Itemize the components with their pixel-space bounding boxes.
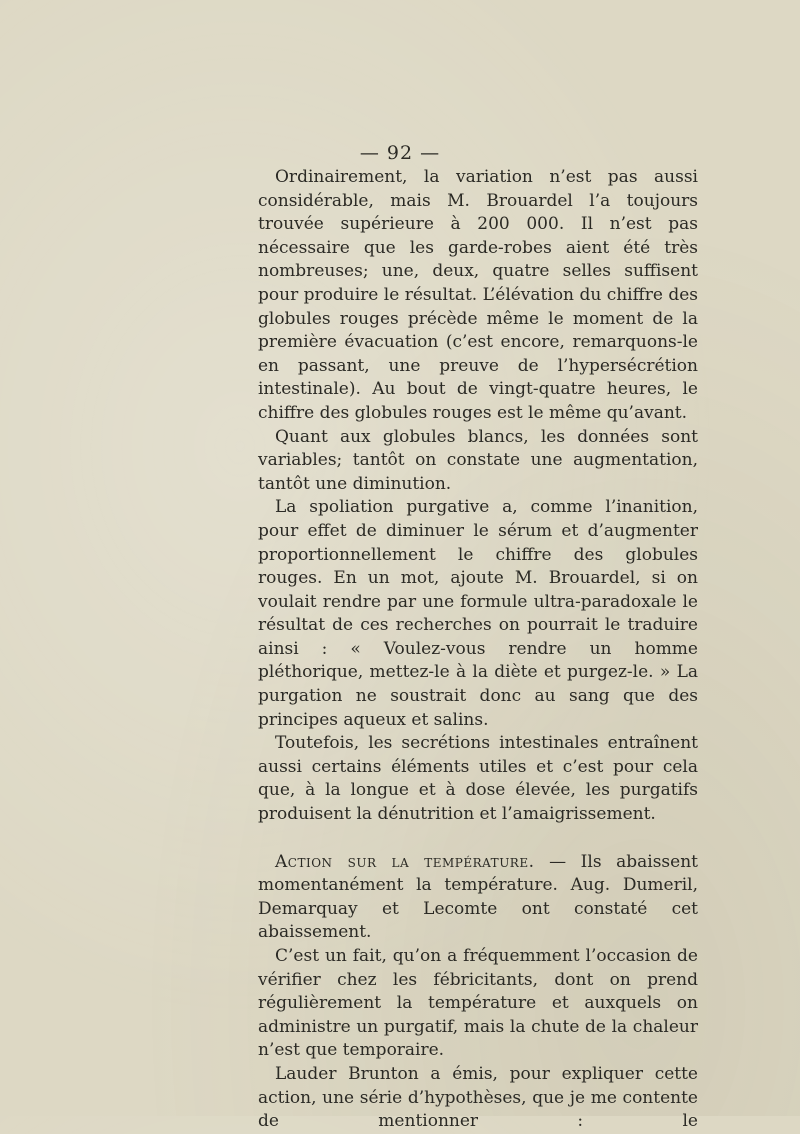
paragraph-globules-blancs: Quant aux globules blancs, les données sont variables; tantôt on constate une augmentation, tantôt une diminution. [258, 426, 698, 494]
section-intro-text: Ils abaissent momentanément la température. Aug. Dumeril, Demarquay et Lecomte ont constaté cet abaissement. [258, 851, 698, 943]
section-heading: Action sur la température. [275, 851, 535, 872]
paragraph-febricitants: C’est un fait, qu’on a fréquemment l’occasion de vérifier chez les fébricitants, dont on prend régulièrement la température et auxquels on administre un purgatif, mais la chute de la chaleur n’est que temporaire. [258, 946, 698, 1061]
paragraph-lauder-brunton: Lauder Brunton a émis, pour expliquer cette action, une série d’hypothèses, que je me contente de mentionner : le [258, 1063, 698, 1132]
section-spacer [258, 827, 698, 851]
body-text [258, 166, 698, 1134]
paragraph-spoliation-purgative: La spoliation purgative a, comme l’inanition, pour effet de diminuer le sérum et d’augmenter proportionnellement le chiffre des globules rouges. En un mot, ajoute M. Brouardel, si on voulait rendre par une formule ultra-paradoxale le résultat de ces recherches on pourrait le traduire ainsi : « Voulez-vous rendre un homme pléthorique, mettez-le à la diète et purgez-le. » La purgation ne soustrait donc au sang que des principes aqueux et salins. [258, 497, 698, 730]
section-temperature-intro [258, 851, 698, 945]
page-number: — 92 — [359, 142, 441, 164]
paragraph-globules-rouges: Ordinairement, la variation n’est pas aussi considérable, mais M. Brouardel l’a toujours trouvée supérieure à 200 000. Il n’est pas nécessaire que les garde-robes aient été très nombreuses; une, deux, quatre selles suffisent pour produire le résultat. L’élévation du chiffre des globules rouges précède même le moment de la première évacuation (c’est encore, remarquons-le en passant, une preuve de l’hypersécrétion intestinale). Au bout de vingt-quatre heures, le chiffre des globules rouges est le même qu’avant. [258, 167, 698, 423]
heading-dash: — [534, 851, 581, 872]
paragraph-secretions-intestinales: Toutefois, les secrétions intestinales entraînent aussi certains éléments utiles et c’est pour cela que, à la longue et à dose élevée, les purgatifs produisent la dénutrition et l’amaigrissement. [258, 733, 698, 825]
